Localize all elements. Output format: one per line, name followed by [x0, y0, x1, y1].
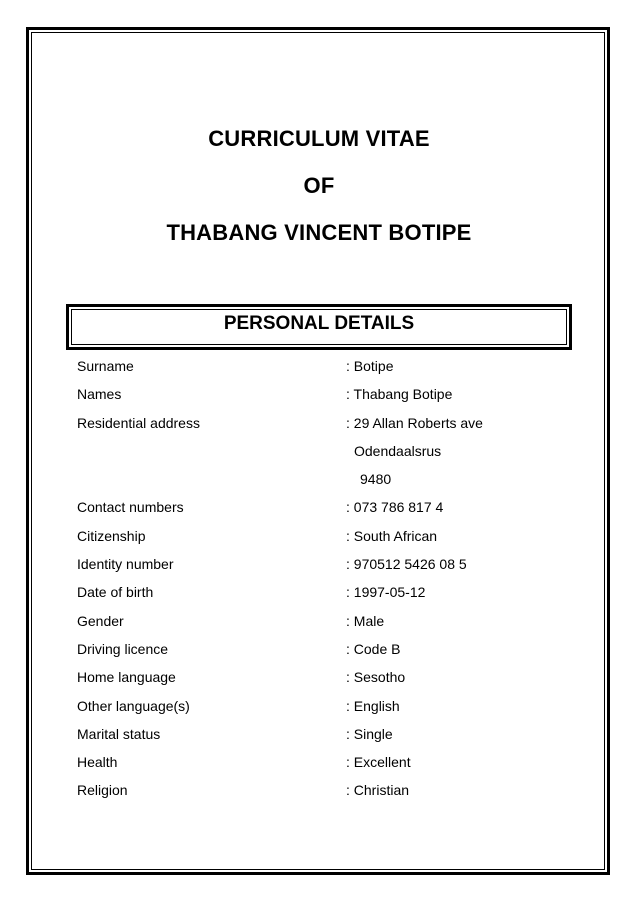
- detail-row-citizenship: [77, 527, 557, 555]
- section-title-personal-details: PERSONAL DETAILS: [223, 313, 415, 334]
- detail-row-address-line2: [77, 442, 557, 470]
- detail-label: Names: [77, 386, 122, 403]
- detail-label: Home language: [77, 669, 176, 686]
- detail-value: : South African: [346, 527, 438, 544]
- detail-label: Date of birth: [77, 584, 154, 601]
- detail-row-marital-status: [77, 725, 557, 753]
- detail-label: Surname: [77, 358, 134, 374]
- detail-row-names: [77, 385, 557, 413]
- document-title-of: OF: [303, 173, 335, 198]
- document-title: CURRICULUM VITAE: [208, 126, 430, 151]
- detail-value: : Single: [346, 725, 393, 742]
- detail-value: : Botipe: [346, 358, 394, 374]
- detail-value: : Code B: [346, 640, 401, 657]
- detail-value: : 970512 5426 08 5: [346, 556, 467, 573]
- detail-label: Identity number: [77, 556, 174, 573]
- detail-label: Gender: [77, 612, 124, 629]
- detail-value: : 29 Allan Roberts ave: [346, 414, 483, 431]
- detail-value: : Christian: [346, 782, 410, 799]
- detail-value-continuation: Odendaalsrus: [354, 442, 442, 459]
- detail-label: Marital status: [77, 725, 161, 742]
- detail-label: Other language(s): [77, 697, 190, 714]
- detail-label: Health: [77, 754, 118, 771]
- detail-row-identity: [77, 555, 557, 583]
- personal-details-list: [77, 357, 557, 810]
- detail-label: Residential address: [77, 414, 200, 431]
- detail-value: : 1997-05-12: [346, 584, 426, 601]
- candidate-name: THABANG VINCENT BOTIPE: [166, 220, 472, 245]
- detail-value: : Thabang Botipe: [346, 386, 453, 403]
- detail-label: Religion: [77, 782, 128, 799]
- detail-value-continuation: 9480: [360, 471, 392, 488]
- detail-row-surname: [77, 357, 557, 385]
- detail-label: Contact numbers: [77, 499, 184, 516]
- detail-value: : Sesotho: [346, 669, 406, 686]
- detail-row-contact: [77, 498, 557, 526]
- detail-value: : Male: [346, 612, 385, 629]
- detail-row-health: [77, 753, 557, 781]
- detail-row-religion: [77, 781, 557, 809]
- detail-label: Driving licence: [77, 640, 169, 657]
- detail-row-licence: [77, 640, 557, 668]
- detail-row-other-languages: [77, 697, 557, 725]
- detail-row-gender: [77, 612, 557, 640]
- detail-row-address-line3: [77, 470, 557, 498]
- detail-row-dob: [77, 583, 557, 611]
- detail-row-address: [77, 414, 557, 442]
- detail-value: : English: [346, 697, 400, 714]
- detail-value: : Excellent: [346, 754, 411, 771]
- detail-label: Citizenship: [77, 527, 146, 544]
- detail-value: : 073 786 817 4: [346, 499, 444, 516]
- detail-row-home-language: [77, 668, 557, 696]
